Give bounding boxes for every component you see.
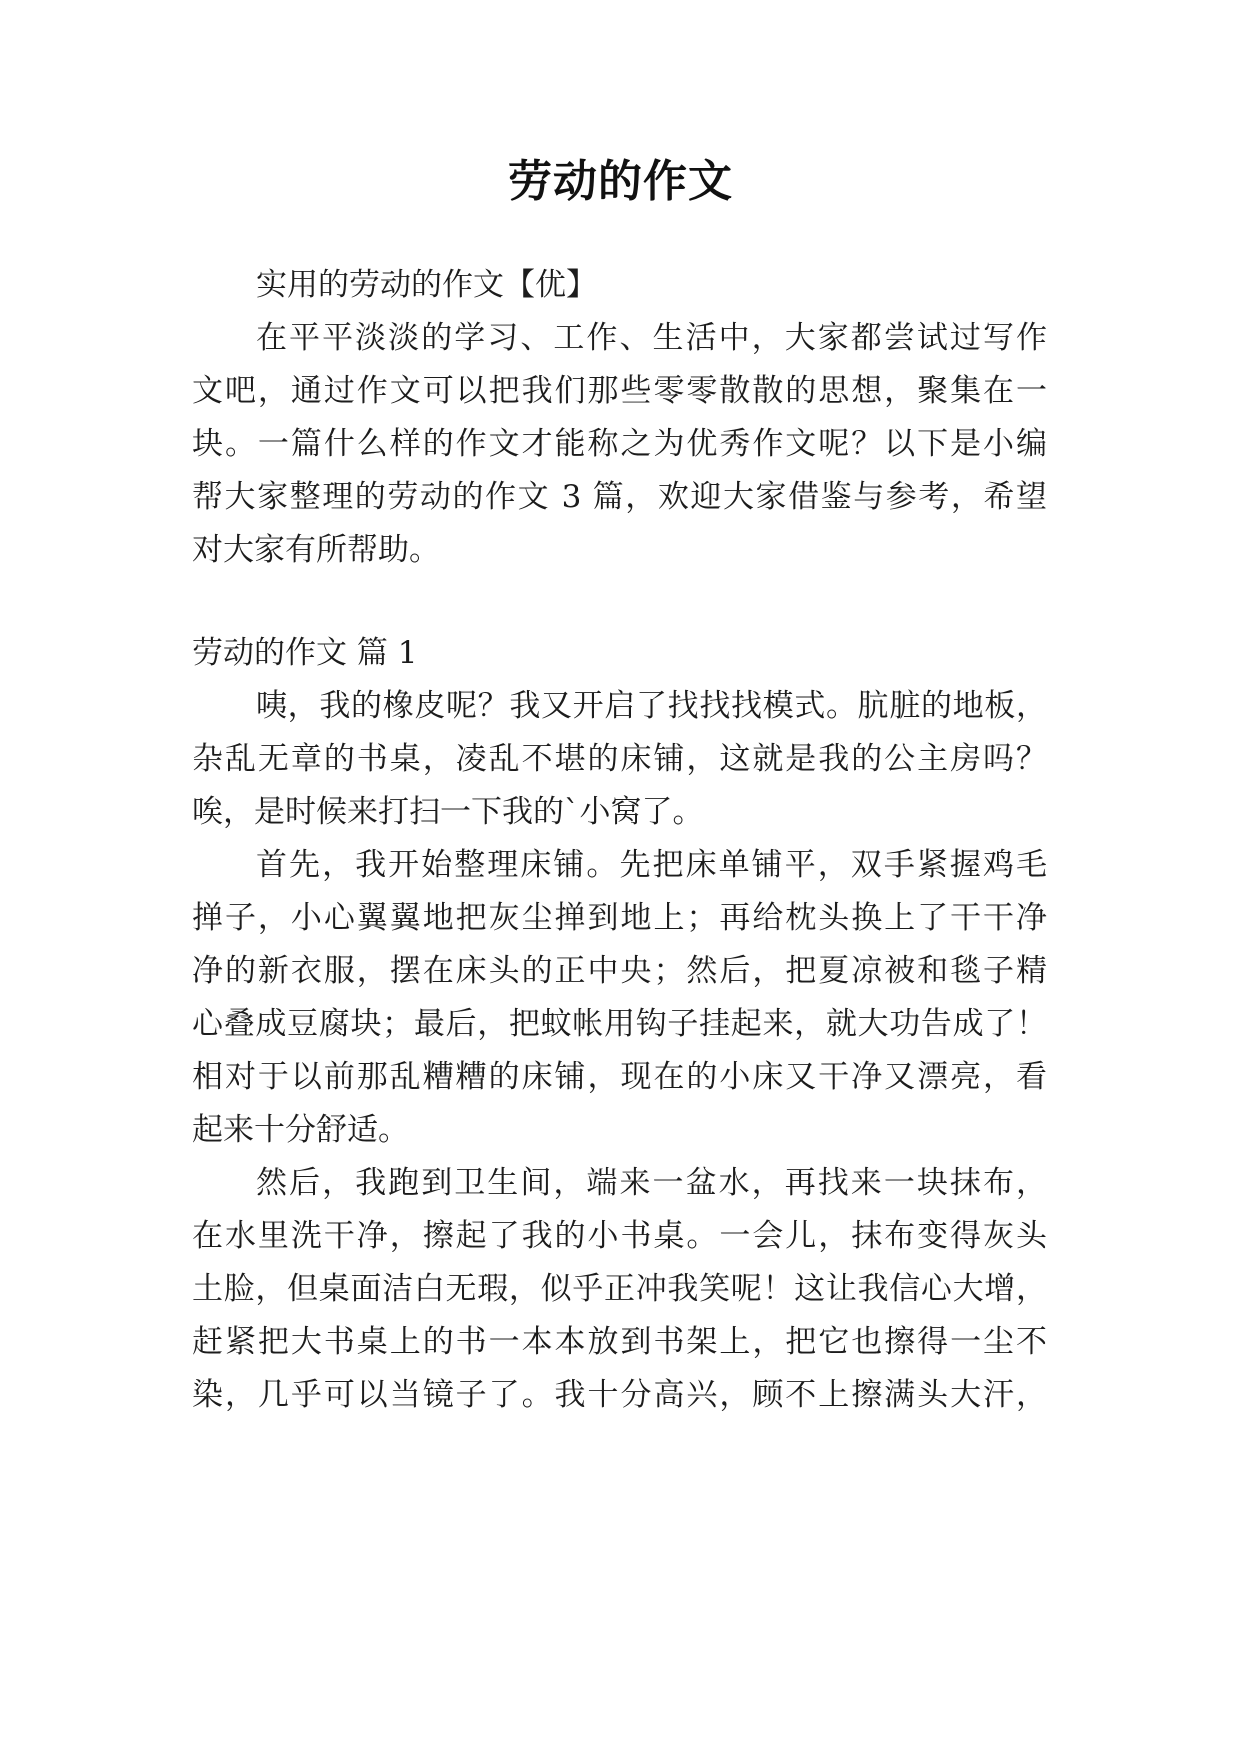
paragraph-line: 起来十分舒适。 (192, 1112, 409, 1148)
paragraph-line: 杂乱无章的书桌，凌乱不堪的床铺，这就是我的公主房吗？ (192, 741, 1047, 777)
paragraph-line: 在水里洗干净，擦起了我的小书桌。一会儿，抹布变得灰头 (192, 1218, 1047, 1254)
paragraph-line: 然后，我跑到卫生间，端来一盆水，再找来一块抹布， (256, 1165, 1047, 1201)
paragraph-line: 染，几乎可以当镜子了。我十分高兴，顾不上擦满头大汗， (192, 1377, 1047, 1413)
intro-heading: 实用的劳动的作文【优】 (256, 267, 597, 303)
paragraph-line: 净的新衣服，摆在床头的正中央；然后，把夏凉被和毯子精 (192, 953, 1047, 989)
section-heading: 劳动的作文 篇 1 (192, 635, 418, 671)
paragraph-line: 首先，我开始整理床铺。先把床单铺平，双手紧握鸡毛 (256, 847, 1047, 883)
paragraph-line: 心叠成豆腐块；最后，把蚊帐用钩子挂起来，就大功告成了！ (192, 1006, 1047, 1042)
intro-line: 在平平淡淡的学习、工作、生活中，大家都尝试过写作 (256, 320, 1047, 356)
intro-line: 块。一篇什么样的作文才能称之为优秀作文呢？以下是小编 (192, 426, 1047, 462)
paragraph-line: 相对于以前那乱糟糟的床铺，现在的小床又干净又漂亮，看 (192, 1059, 1047, 1095)
paragraph-line: 赶紧把大书桌上的书一本本放到书架上，把它也擦得一尘不 (192, 1324, 1047, 1360)
intro-line: 帮大家整理的劳动的作文 3 篇，欢迎大家借鉴与参考，希望 (192, 479, 1047, 515)
paragraph-line: 唉，是时候来打扫一下我的`小窝了。 (192, 794, 704, 830)
paragraph-line: 土脸，但桌面洁白无瑕，似乎正冲我笑呢！这让我信心大增， (192, 1271, 1047, 1307)
intro-line: 对大家有所帮助。 (192, 532, 440, 568)
paragraph-line: 咦，我的橡皮呢？我又开启了找找找模式。肮脏的地板， (256, 688, 1047, 724)
intro-line: 文吧，通过作文可以把我们那些零零散散的思想，聚集在一 (192, 373, 1047, 409)
document-title: 劳动的作文 (508, 156, 733, 207)
paragraph-line: 掸子，小心翼翼地把灰尘掸到地上；再给枕头换上了干干净 (192, 900, 1047, 936)
